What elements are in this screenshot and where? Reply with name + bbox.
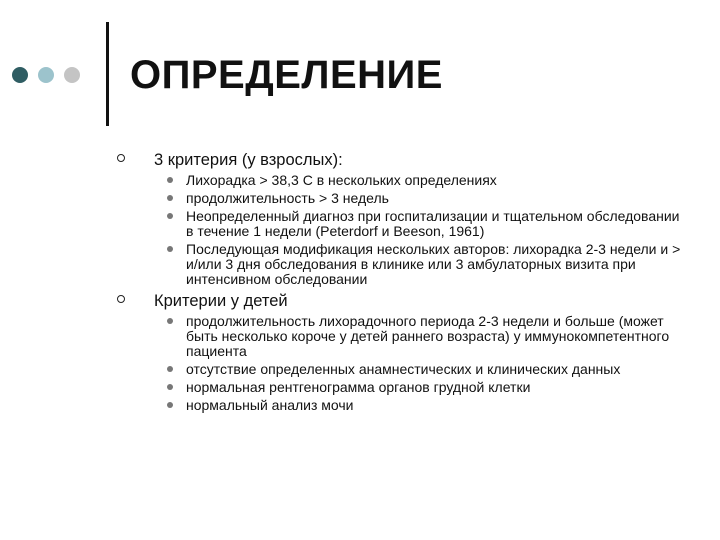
title-divider bbox=[106, 22, 109, 126]
section-adults bbox=[114, 150, 684, 287]
dot-bullet-icon bbox=[167, 177, 173, 183]
decorative-dots bbox=[12, 67, 96, 83]
list-item-text: нормальная рентгенограмма органов грудной клетки bbox=[186, 379, 531, 395]
dot-bullet-icon bbox=[167, 213, 173, 219]
sublist-children bbox=[154, 314, 684, 413]
list-item-text: нормальный анализ мочи bbox=[186, 397, 354, 413]
list-item bbox=[154, 380, 684, 395]
list-item bbox=[154, 362, 684, 377]
list-item bbox=[154, 398, 684, 413]
section-heading: Критерии у детей bbox=[154, 292, 288, 310]
dark-teal-dot-icon bbox=[12, 67, 28, 83]
list-item-text: Последующая модификация нескольких авторов: лихорадка 2-3 недели и > и/или 3 дня обследования в клинике или 3 амбулаторных визита при интенсивном обследовании bbox=[186, 241, 681, 287]
list-item bbox=[154, 173, 684, 188]
open-circle-bullet-icon bbox=[117, 154, 125, 162]
dot-bullet-icon bbox=[167, 246, 173, 252]
dot-bullet-icon bbox=[167, 402, 173, 408]
dot-bullet-icon bbox=[167, 384, 173, 390]
list-item-text: продолжительность лихорадочного периода 2-3 недели и больше (может быть несколько короче у детей раннего возраста) у иммунокомпетентного пациента bbox=[186, 313, 670, 359]
list-item bbox=[154, 314, 684, 359]
open-circle-bullet-icon bbox=[117, 295, 125, 303]
list-item-text: Неопределенный диагноз при госпитализации и тщательном обследовании в течение 1 недели (Peterdorf и Beeson, 1961) bbox=[186, 208, 680, 239]
list-item-text: отсутствие определенных анамнестических и клинических данных bbox=[186, 361, 621, 377]
list-item bbox=[154, 242, 684, 287]
dot-bullet-icon bbox=[167, 195, 173, 201]
light-blue-dot-icon bbox=[38, 67, 54, 83]
list-item-text: Лихорадка > 38,3 С в нескольких определениях bbox=[186, 172, 497, 188]
section-children bbox=[114, 291, 684, 413]
dot-bullet-icon bbox=[167, 318, 173, 324]
slide-title: ОПРЕДЕЛЕНИЕ bbox=[130, 53, 443, 97]
gray-dot-icon bbox=[64, 67, 80, 83]
sublist-adults bbox=[154, 173, 684, 287]
dot-bullet-icon bbox=[167, 366, 173, 372]
list-item-text: продолжительность > 3 недель bbox=[186, 190, 389, 206]
list-item bbox=[154, 209, 684, 239]
section-heading: 3 критерия (у взрослых): bbox=[154, 151, 343, 169]
list-item bbox=[154, 191, 684, 206]
slide-content bbox=[114, 150, 684, 417]
